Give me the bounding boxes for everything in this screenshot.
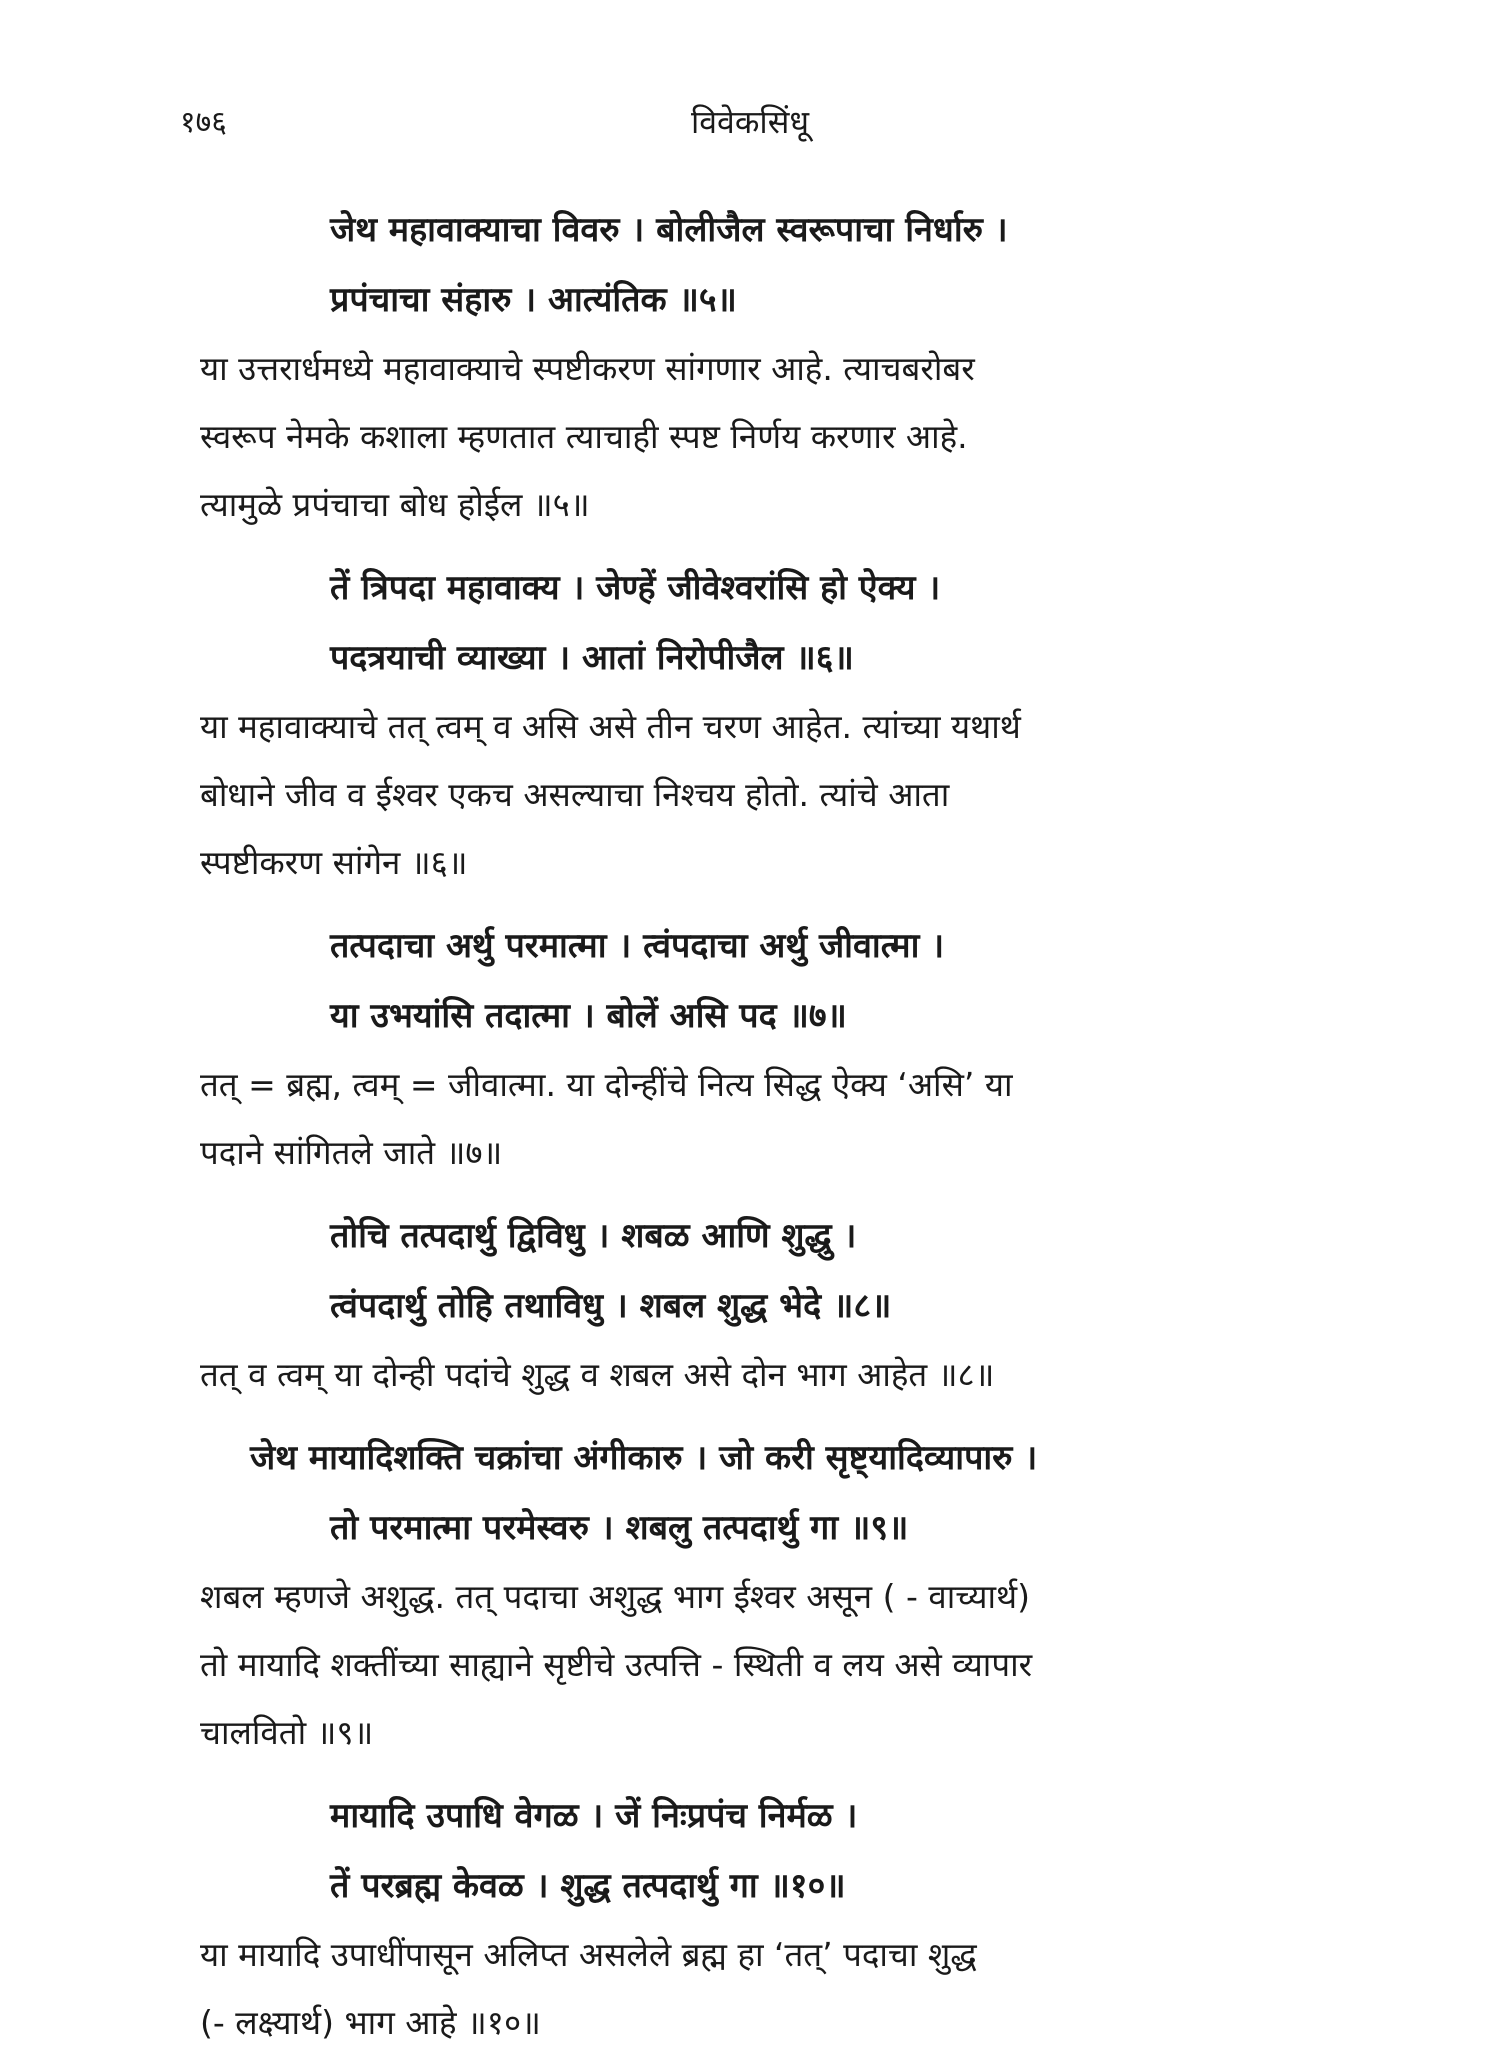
verse-line: या उभयांसि तदात्मा । बोलें असि पद ॥७॥ — [330, 996, 847, 1036]
commentary-paragraph — [200, 1563, 1320, 1767]
commentary-line: चालवितो ॥९॥ — [200, 1713, 374, 1752]
verse-line: त्वंपदार्थु तोहि तथाविधु । शबल शुद्ध भेदे ॥८॥ — [330, 1286, 892, 1326]
verse-block — [200, 911, 1320, 1051]
commentary-line: या उत्तरार्धमध्ये महावाक्याचे स्पष्टीकरण सांगणार आहे. त्याचबरोबर — [200, 349, 975, 388]
commentary-paragraph — [200, 335, 1320, 539]
commentary-line: त्यामुळे प्रपंचाचा बोध होईल ॥५॥ — [200, 485, 590, 524]
page-body — [200, 195, 1320, 2071]
commentary-line: बोधाने जीव व ईश्वर एकच असल्याचा निश्चय होतो. त्यांचे आता — [200, 775, 950, 814]
verse-block — [200, 553, 1320, 693]
commentary-line: शबल म्हणजे अशुद्ध. तत् पदाचा अशुद्ध भाग ईश्वर असून ( - वाच्यार्थ) — [200, 1577, 1030, 1616]
commentary-paragraph — [200, 1051, 1320, 1187]
verse-line: मायादि उपाधि वेगळ । जें निःप्रपंच निर्मळ । — [330, 1796, 858, 1836]
commentary-line: तो मायादि शक्तींच्या साह्याने सृष्टीचे उत्पत्ति - स्थिती व लय असे व्यापार — [200, 1645, 1033, 1684]
page-number: १७६ — [180, 105, 227, 140]
verse-block — [200, 1201, 1320, 1341]
verse-line: तें त्रिपदा महावाक्य । जेण्हें जीवेश्वरांसि हो ऐक्य । — [330, 568, 941, 608]
verse-line: तो परमात्मा परमेस्वरु । शबलु तत्पदार्थु गा ॥९॥ — [330, 1508, 909, 1548]
verse-line: तत्पदाचा अर्थु परमात्मा । त्वंपदाचा अर्थु जीवात्मा । — [330, 926, 945, 966]
running-title: विवेकसिंधू — [690, 103, 810, 141]
verse-line: तोचि तत्पदार्थु द्विविधु । शबळ आणि शुद्धु । — [330, 1216, 857, 1256]
commentary-line: (- लक्ष्यार्थ) भाग आहे ॥१०॥ — [200, 2003, 541, 2042]
verse-line: जेथ मायादिशक्ति चक्रांचा अंगीकारु । जो करी सृष्ट्यादिव्यापारु । — [250, 1438, 1038, 1478]
verse-line: पदत्रयाची व्याख्या । आतां निरोपीजैल ॥६॥ — [330, 638, 854, 678]
commentary-line: स्पष्टीकरण सांगेन ॥६॥ — [200, 843, 468, 882]
commentary-line: तत् = ब्रह्म, त्वम् = जीवात्मा. या दोन्हींचे नित्य सिद्ध ऐक्य ‘असि’ या — [200, 1065, 1013, 1104]
verse-block — [200, 1423, 1320, 1563]
commentary-line: तत् व त्वम् या दोन्ही पदांचे शुद्ध व शबल असे दोन भाग आहेत ॥८॥ — [200, 1355, 995, 1394]
commentary-paragraph — [200, 1921, 1320, 2057]
verse-line: जेथ महावाक्याचा विवरु । बोलीजैल स्वरूपाचा निर्धारु । — [330, 210, 1008, 250]
commentary-paragraph — [200, 1341, 1320, 1409]
verse-line: प्रपंचाचा संहारु । आत्यंतिक ॥५॥ — [330, 280, 737, 320]
commentary-paragraph — [200, 693, 1320, 897]
verse-block — [200, 195, 1320, 335]
verse-line: तें परब्रह्म केवळ । शुद्ध तत्पदार्थु गा ॥१०॥ — [330, 1866, 846, 1906]
commentary-line: या महावाक्याचे तत् त्वम् व असि असे तीन चरण आहेत. त्यांच्या यथार्थ — [200, 707, 1021, 746]
page-header — [180, 100, 1320, 150]
commentary-line: स्वरूप नेमके कशाला म्हणतात त्याचाही स्पष्ट निर्णय करणार आहे. — [200, 417, 968, 456]
commentary-line: पदाने सांगितले जाते ॥७॥ — [200, 1133, 503, 1172]
verse-block — [200, 1781, 1320, 1921]
commentary-line: या मायादि उपाधींपासून अलिप्त असलेले ब्रह्म हा ‘तत्’ पदाचा शुद्ध — [200, 1935, 977, 1974]
